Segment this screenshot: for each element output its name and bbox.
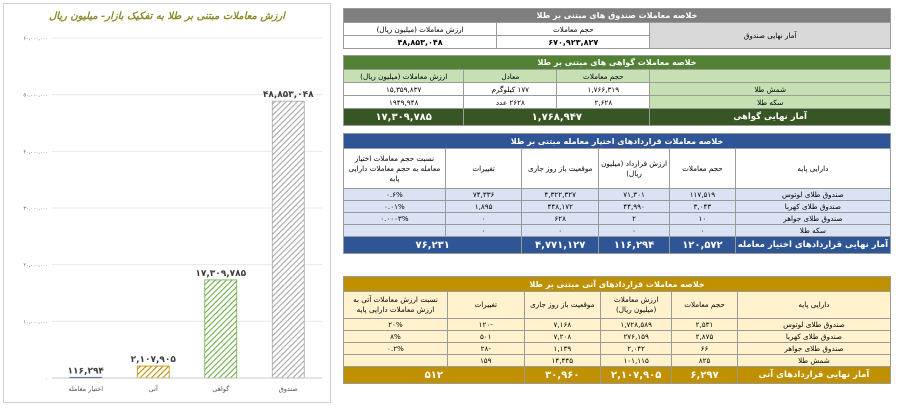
futures-col-change: تغییرات: [447, 292, 524, 319]
certificate-col-equiv: معادل: [464, 70, 557, 83]
options-col-ratio: نسبت حجم معاملات اختیار معامله به حجم معاملات دارایی پایه: [344, 149, 446, 189]
data-label: ۱۱۶,۲۹۴: [67, 366, 104, 377]
options-cell: ۱,۸۹۵: [445, 201, 522, 213]
options-cell: ۶۲۸: [522, 213, 599, 225]
options-col-value: ارزش قرارداد (میلیون ریال): [599, 149, 670, 189]
y-tick-label: ۵۰,۰۰۰,۰۰۰: [23, 92, 48, 99]
futures-total-label: آمار نهایی قراردادهای آتی: [737, 367, 890, 384]
chart-title: ارزش معاملات مبتنی بر طلا به تفکیک بازار- میلیون ریال: [49, 11, 285, 22]
futures-col-ratio: نسبت ارزش معاملات آتی به ارزش معاملات دارایی پایه: [344, 292, 448, 319]
options-cell: ۰: [670, 225, 736, 237]
table-row: [344, 83, 891, 96]
certificate-total-value: ۱۷,۳۰۹,۷۸۵: [344, 109, 464, 126]
options-summary-table: [343, 133, 891, 254]
futures-total-change: ۵۱۲: [344, 367, 525, 384]
futures-cell: ۵۰۱: [447, 331, 524, 343]
options-total-value: ۱۱۶,۲۹۴: [599, 237, 670, 254]
futures-cell: شمش طلا: [737, 355, 890, 367]
certificate-row-volume: ۲,۶۲۸: [557, 96, 650, 109]
certificate-col-value: ارزش معاملات (میلیون ریال): [344, 70, 464, 83]
x-tick-label: صندوق: [278, 385, 298, 393]
table-row: [344, 343, 891, 355]
data-label: ۲,۱۰۷,۹۰۵: [130, 355, 176, 366]
options-table-title: خلاصه معاملات قراردادهای اختیار معامله مبتنی بر طلا: [344, 134, 891, 149]
table-row: [344, 225, 891, 237]
bar-chart: [4, 4, 332, 404]
table-row: [344, 201, 891, 213]
bar: [272, 101, 304, 378]
futures-col-volume: حجم معاملات: [672, 292, 738, 319]
options-cell: ۲: [599, 213, 670, 225]
futures-cell: ۶۶: [672, 343, 738, 355]
table-total-row: [344, 109, 891, 126]
fund-table-title: خلاصه معاملات صندوق های مبتنی بر طلا: [344, 9, 891, 23]
table-total-row: [344, 237, 891, 254]
futures-col-open-interest: موقعیت باز روز جاری: [524, 292, 601, 319]
options-total-label: آمار نهایی قراردادهای اختیار معامله: [735, 237, 890, 254]
futures-table-title: خلاصه معاملات قراردادهای آتی مبتنی بر طلا: [344, 277, 891, 292]
options-total-change: ۷۶,۲۳۱: [344, 237, 522, 254]
options-total-open-interest: ۴,۷۷۱,۱۲۷: [522, 237, 599, 254]
y-tick-label: ۴۰,۰۰۰,۰۰۰: [23, 149, 48, 156]
futures-cell: ۱,۷۲۸,۵۸۹: [601, 319, 672, 331]
futures-cell: ۱۰۱,۱۱۵: [601, 355, 672, 367]
options-cell: ۰: [522, 225, 599, 237]
options-cell: سکه طلا: [735, 225, 890, 237]
fund-value: ۴۸,۸۵۳,۰۴۸: [344, 36, 497, 49]
options-total-volume: ۱۲۰,۵۷۲: [670, 237, 736, 254]
x-tick-label: اختیار معامله: [68, 385, 104, 393]
y-tick-label: ۶۰,۰۰۰,۰۰۰: [23, 36, 48, 42]
futures-cell: ۲۰%: [344, 319, 448, 331]
options-col-underlying: دارایی پایه: [735, 149, 890, 189]
options-cell: ۴۴۸,۱۷۲: [522, 201, 599, 213]
options-cell: ۰.۶%: [344, 189, 446, 201]
chart-panel: [3, 3, 331, 403]
bar: [137, 366, 169, 378]
options-col-open-interest: موقعیت باز روز جاری: [522, 149, 599, 189]
certificate-summary-table: [343, 55, 891, 126]
table-row: [344, 331, 891, 343]
data-label: ۱۷,۳۰۹,۷۸۵: [195, 268, 247, 279]
certificate-row-equiv: ۱۷۷ کیلوگرم: [464, 83, 557, 96]
table-row: [344, 355, 891, 367]
options-cell: صندوق طلای جواهر: [735, 213, 890, 225]
futures-cell: ۷,۱۶۸: [524, 319, 601, 331]
futures-total-volume: ۶,۲۹۷: [672, 367, 738, 384]
futures-cell: صندوق طلای جواهر: [737, 343, 890, 355]
options-cell: ۰: [445, 225, 522, 237]
options-cell: ۰: [599, 225, 670, 237]
certificate-row-label: سکه طلا: [650, 96, 891, 109]
y-tick-label: ۲۰,۰۰۰,۰۰۰: [23, 262, 48, 269]
certificate-col-volume: حجم معاملات: [557, 70, 650, 83]
fund-volume: ۶۷۰,۹۲۳,۸۲۷: [497, 36, 650, 49]
table-row: [344, 189, 891, 201]
data-label: ۴۸,۸۵۳,۰۴۸: [262, 90, 314, 101]
futures-cell: ۱۴,۴۴۵: [524, 355, 601, 367]
options-cell: ۳,۰۴۳: [670, 201, 736, 213]
options-cell: ۴,۳۲۲,۳۲۷: [522, 189, 599, 201]
futures-summary-table: [343, 276, 891, 384]
fund-summary-table: [343, 8, 891, 49]
options-cell: ۰: [445, 213, 522, 225]
table-row: [344, 96, 891, 109]
options-cell: ۴۴,۹۹۰: [599, 201, 670, 213]
futures-cell: ۸%: [344, 331, 448, 343]
options-cell: صندوق طلای لوتوس: [735, 189, 890, 201]
fund-total-label: آمار نهایی صندوق: [650, 23, 891, 49]
futures-cell: ۰.۲%: [344, 343, 448, 355]
futures-cell: صندوق طلای کهربا: [737, 331, 890, 343]
certificate-row-value: ۱۵,۳۵۹,۸۳۷: [344, 83, 464, 96]
options-cell: [344, 225, 446, 237]
futures-cell: -۲۸: [447, 343, 524, 355]
futures-cell: -۱۲۰: [447, 319, 524, 331]
certificate-row-equiv: ۲۶۲۸ عدد: [464, 96, 557, 109]
futures-cell: ۲,۰۴۲: [601, 343, 672, 355]
options-cell: ۷۱,۳۰۱: [599, 189, 670, 201]
futures-col-underlying: دارایی پایه: [737, 292, 890, 319]
options-cell: ۱۱۷,۵۱۹: [670, 189, 736, 201]
certificate-header-blank: [650, 70, 891, 83]
futures-cell: ۲,۵۳۱: [672, 319, 738, 331]
fund-col-value: ارزش معاملات (میلیون ریال): [344, 23, 497, 36]
futures-cell: ۸۲۵: [672, 355, 738, 367]
futures-cell: ۱۵۹: [447, 355, 524, 367]
futures-cell: ۱,۱۳۹: [524, 343, 601, 355]
certificate-row-label: شمش طلا: [650, 83, 891, 96]
options-cell: ۱۰: [670, 213, 736, 225]
futures-cell: [344, 355, 448, 367]
x-tick-label: گواهی: [212, 385, 230, 393]
certificate-row-volume: ۱,۷۶۶,۳۱۹: [557, 83, 650, 96]
table-row: [344, 319, 891, 331]
futures-cell: ۲,۸۷۵: [672, 331, 738, 343]
futures-total-value: ۲,۱۰۷,۹۰۵: [601, 367, 672, 384]
options-cell: صندوق طلای کهربا: [735, 201, 890, 213]
futures-cell: ۲۷۶,۱۵۹: [601, 331, 672, 343]
y-tick-label: ۰: [45, 376, 48, 382]
y-tick-label: ۳۰,۰۰۰,۰۰۰: [23, 206, 48, 212]
futures-cell: صندوق طلای لوتوس: [737, 319, 890, 331]
table-total-row: [344, 367, 891, 384]
options-cell: ۷۴,۳۳۶: [445, 189, 522, 201]
options-cell: ۰.۰۱%: [344, 201, 446, 213]
certificate-row-value: ۱۹۴۹,۹۴۸: [344, 96, 464, 109]
futures-total-open-interest: ۳۰,۹۶۰: [524, 367, 601, 384]
x-tick-label: آتی: [148, 385, 158, 393]
fund-col-volume: حجم معاملات: [497, 23, 650, 36]
futures-cell: ۷,۲۰۸: [524, 331, 601, 343]
table-row: [344, 213, 891, 225]
options-cell: ۰.۰۰۰۳%: [344, 213, 446, 225]
certificate-table-title: خلاصه معاملات گواهی های مبتنی بر طلا: [344, 56, 891, 70]
y-tick-label: ۱۰,۰۰۰,۰۰۰: [23, 319, 48, 326]
futures-col-value: ارزش معاملات (میلیون ریال): [601, 292, 672, 319]
options-col-volume: حجم معاملات: [670, 149, 736, 189]
bar: [205, 280, 237, 378]
certificate-total-volume: ۱,۷۶۸,۹۴۷: [464, 109, 650, 126]
certificate-total-label: آمار نهایی گواهی: [650, 109, 891, 126]
options-col-change: تغییرات: [445, 149, 522, 189]
